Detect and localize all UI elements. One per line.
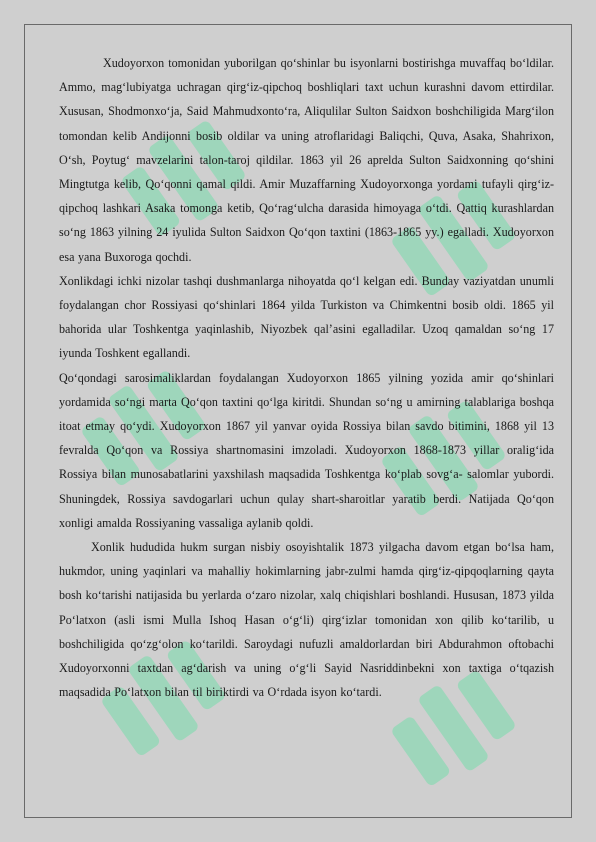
paragraph-1: Xudoyorxon tomonidan yuborilgan qo‘shinlar bu isyonlarni bostirishga muvaffaq bo‘ldilar. Ammo, mag‘lubiyatga uchragan qirg‘iz-qipchoq boshliqlari taxt uchun kurashni davom ettirdilar. Xususan, Shodmonxo‘ja, Said Mahmudxonto‘ra, Aliqulilar Sulton Saidxon boshchiligida Marg‘ilon tomondan kelib Andijonni bosib oldilar va uning atroflaridagi Baliqchi, Quva, Asaka, Shahrixon, O‘sh, Poytug‘ mavzelarini talon-taroj qildilar. 1863 yil 26 aprelda Sulton Saidxonning qo‘shini Mingtutga kelib, Qo‘qonni qamal qildi. Amir Muzaffarning Xudoyorxonga yordami tufayli qirg‘iz-qipchoq lashkari Asaka tomonga ketib, Qo‘rag‘ulcha darasida himoyaga o‘tdi. Qattiq kurashlardan so‘ng 1863 yilning 24 iyulida Sulton Saidxon Qo‘qon taxtini (1863-1865 yy.) egalladi. Xudoyorxon esa yana Buxoroga qochdi.: [59, 56, 554, 264]
paragraph-4: Xonlik hududida hukm surgan nisbiy osoyishtalik 1873 yilgacha davom etgan bo‘lsa ham, hukmdor, uning yaqinlari va mahalliy hokimlarning jabr-zulmi hamda qirg‘iz-qipqoqlarning qayta bosh ko‘tarishi natijasida bu yerlarda o‘zaro nizolar, xalq chiqishlari boshlandi. Hususan, 1873 yilda Po‘latxon (asli ismi Mulla Ishoq Hasan o‘g‘li) qirg‘izlar tomonidan xon qilib ko‘tarilib, u boshchiligida qo‘zg‘olon ko‘tarildi. Saroydagi nufuzli amaldorlardan biri Abdurahmon oftobachi Xudoyorxonni taxtdan ag‘darish va uning o‘g‘li Sayid Nasriddinbekni xon taxtiga o‘tqazish maqsadida Po‘latxon bilan til biriktirdi va O‘rdada isyon ko‘tardi.: [59, 540, 554, 700]
paragraph-2: Xonlikdagi ichki nizolar tashqi dushmanlarga nihoyatda qo‘l kelgan edi. Bunday vaziyatdan unumli foydalangan chor Rossiyasi qo‘shinlari 1864 yilda Turkiston va Chimkentni bosib oldi. 1865 yil bahorida ular Toshkentga yaqinlashib, Niyozbek qal’asini egalladilar. Uzoq qamaldan so‘ng 17 iyunda Toshkent egallandi.: [59, 273, 554, 361]
paragraph-3: Qo‘qondagi sarosimaliklardan foydalangan Xudoyorxon 1865 yilning yozida amir qo‘shinlari yordamida so‘ngi marta Qo‘qon taxtini qo‘lga kiritdi. Shundan so‘ng u amirning talablariga boshqa itoat etmay qo‘ydi. Xudoyorxon 1867 yil yanvar oyida Rossiya bilan savdo bitimini, 1868 yil 13 fevralda Qo‘qon va Rossiya shartnomasini imzoladi. Xudoyorxon 1868-1873 yillar oralig‘ida Rossiya bilan munosabatlarini yaxshilash maqsadida Toshkentga ko‘plab sovg‘a- salomlar yubordi. Shuningdek, Rossiya savdogarlari uchun qulay shart-sharoitlar yaratib berdi. Natijada Qo‘qon xonligi amalda Rossiyaning vassaliga aylanib qoldi.: [59, 370, 554, 530]
document-body: [59, 51, 554, 704]
